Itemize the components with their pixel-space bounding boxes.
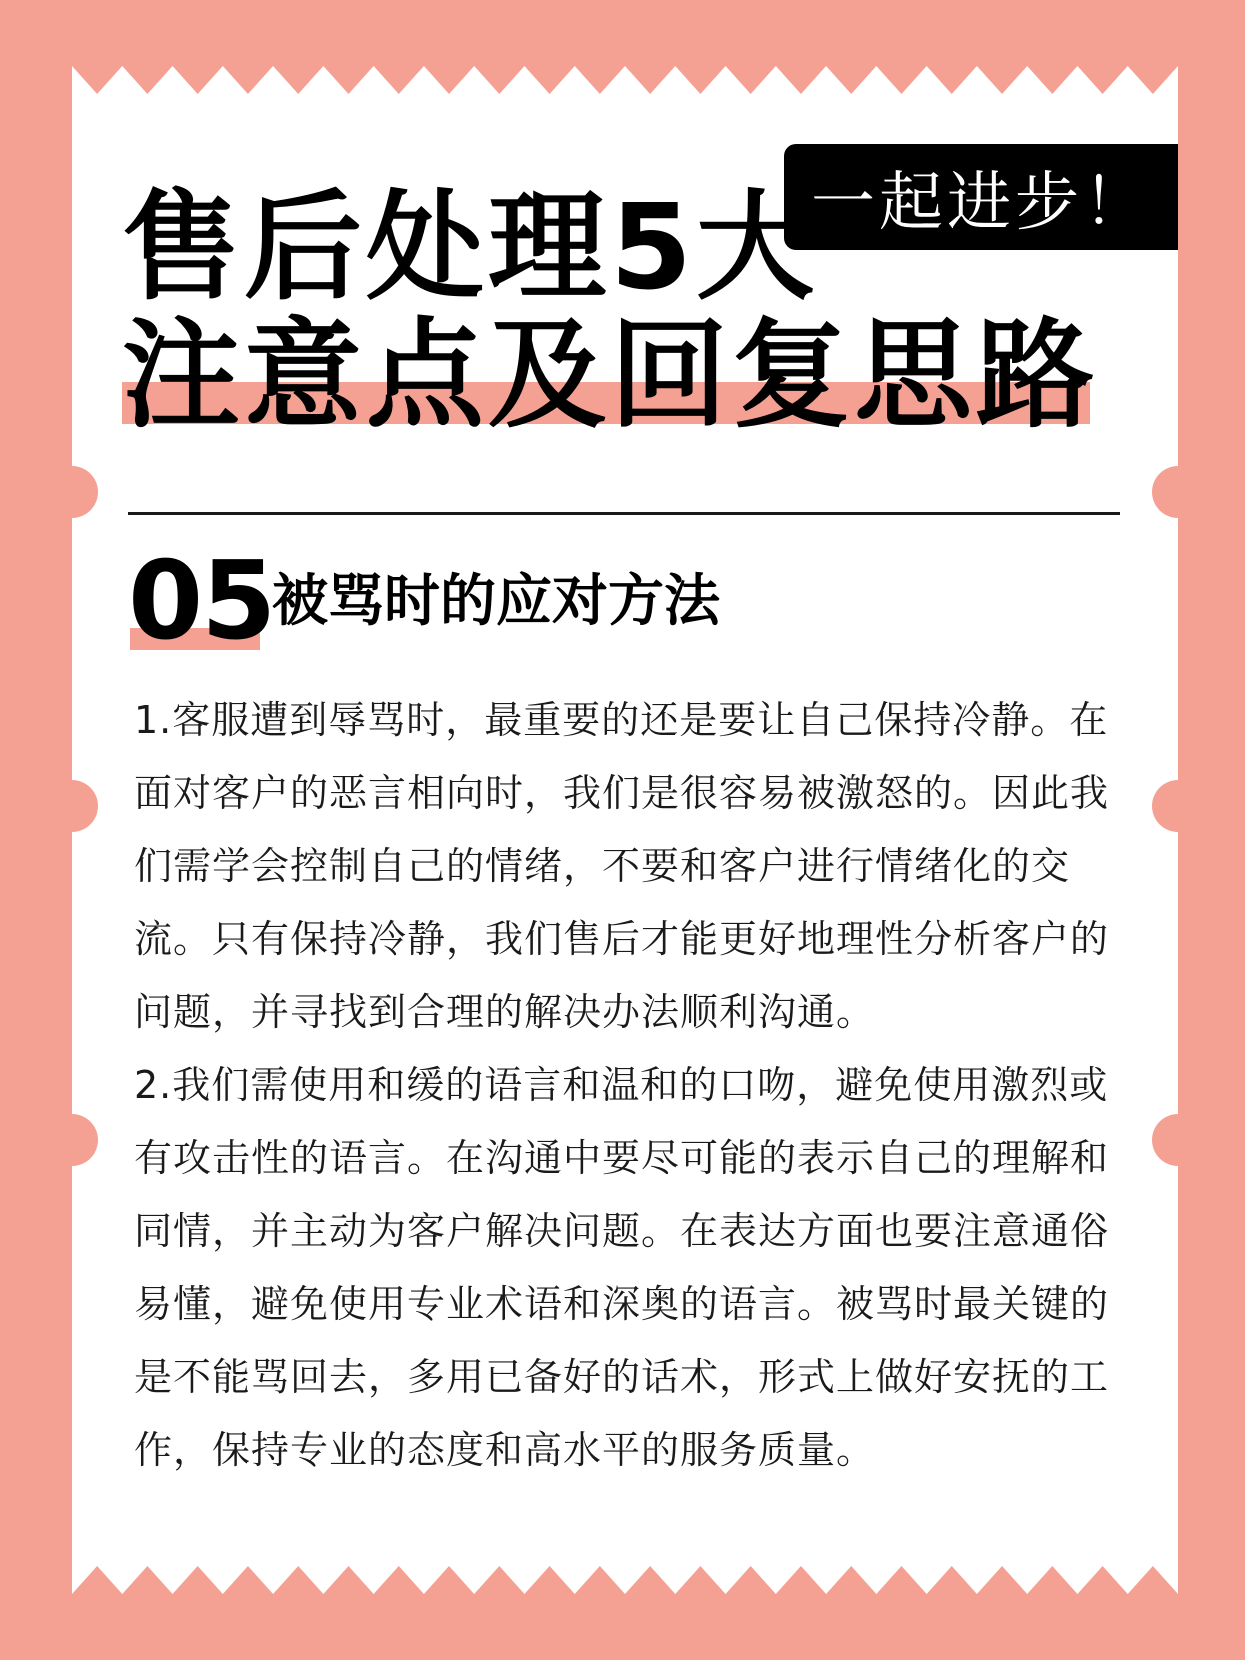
page-title-line2: 注意点及回复思路 — [122, 306, 1099, 444]
paragraph: 1.客服遭到辱骂时，最重要的还是要让自己保持冷静。在面对客户的恶言相向时，我们是很容易被激怒的。因此我们需学会控制自己的情绪，不要和客户进行情绪化的交流。只有保持冷静，我们售后才能更好地理性分析客户的问题，并寻找到合理的解决办法顺利沟通。 — [134, 698, 1110, 1034]
left-notch — [46, 466, 98, 518]
paragraph: 2.我们需使用和缓的语言和温和的口吻，避免使用激烈或有攻击性的语言。在沟通中要尽可能的表示自己的理解和同情，并主动为客户解决问题。在表达方面也要注意通俗易懂，避免使用专业术语和深奥的语言。被骂时最关键的是不能骂回去，多用已备好的话术，形式上做好安抚的工作，保持专业的态度和高水平的服务质量。 — [134, 1063, 1110, 1472]
slogan-tag — [784, 144, 1178, 250]
left-notch — [46, 780, 98, 832]
left-notch — [46, 1114, 98, 1166]
right-notch — [1152, 1114, 1204, 1166]
right-notch — [1152, 780, 1204, 832]
body-text — [134, 684, 1124, 1487]
section-title: 被骂时的应对方法 — [272, 569, 720, 634]
top-zigzag-border — [72, 66, 1178, 94]
right-notch — [1152, 466, 1204, 518]
section-divider — [128, 512, 1120, 515]
bottom-zigzag-border — [72, 1566, 1178, 1594]
section-number: 05 — [128, 539, 275, 664]
content-card — [72, 66, 1178, 1594]
slogan-text: 一起进步！ — [811, 166, 1151, 240]
page-title-line1: 售后处理5大 — [122, 178, 819, 316]
